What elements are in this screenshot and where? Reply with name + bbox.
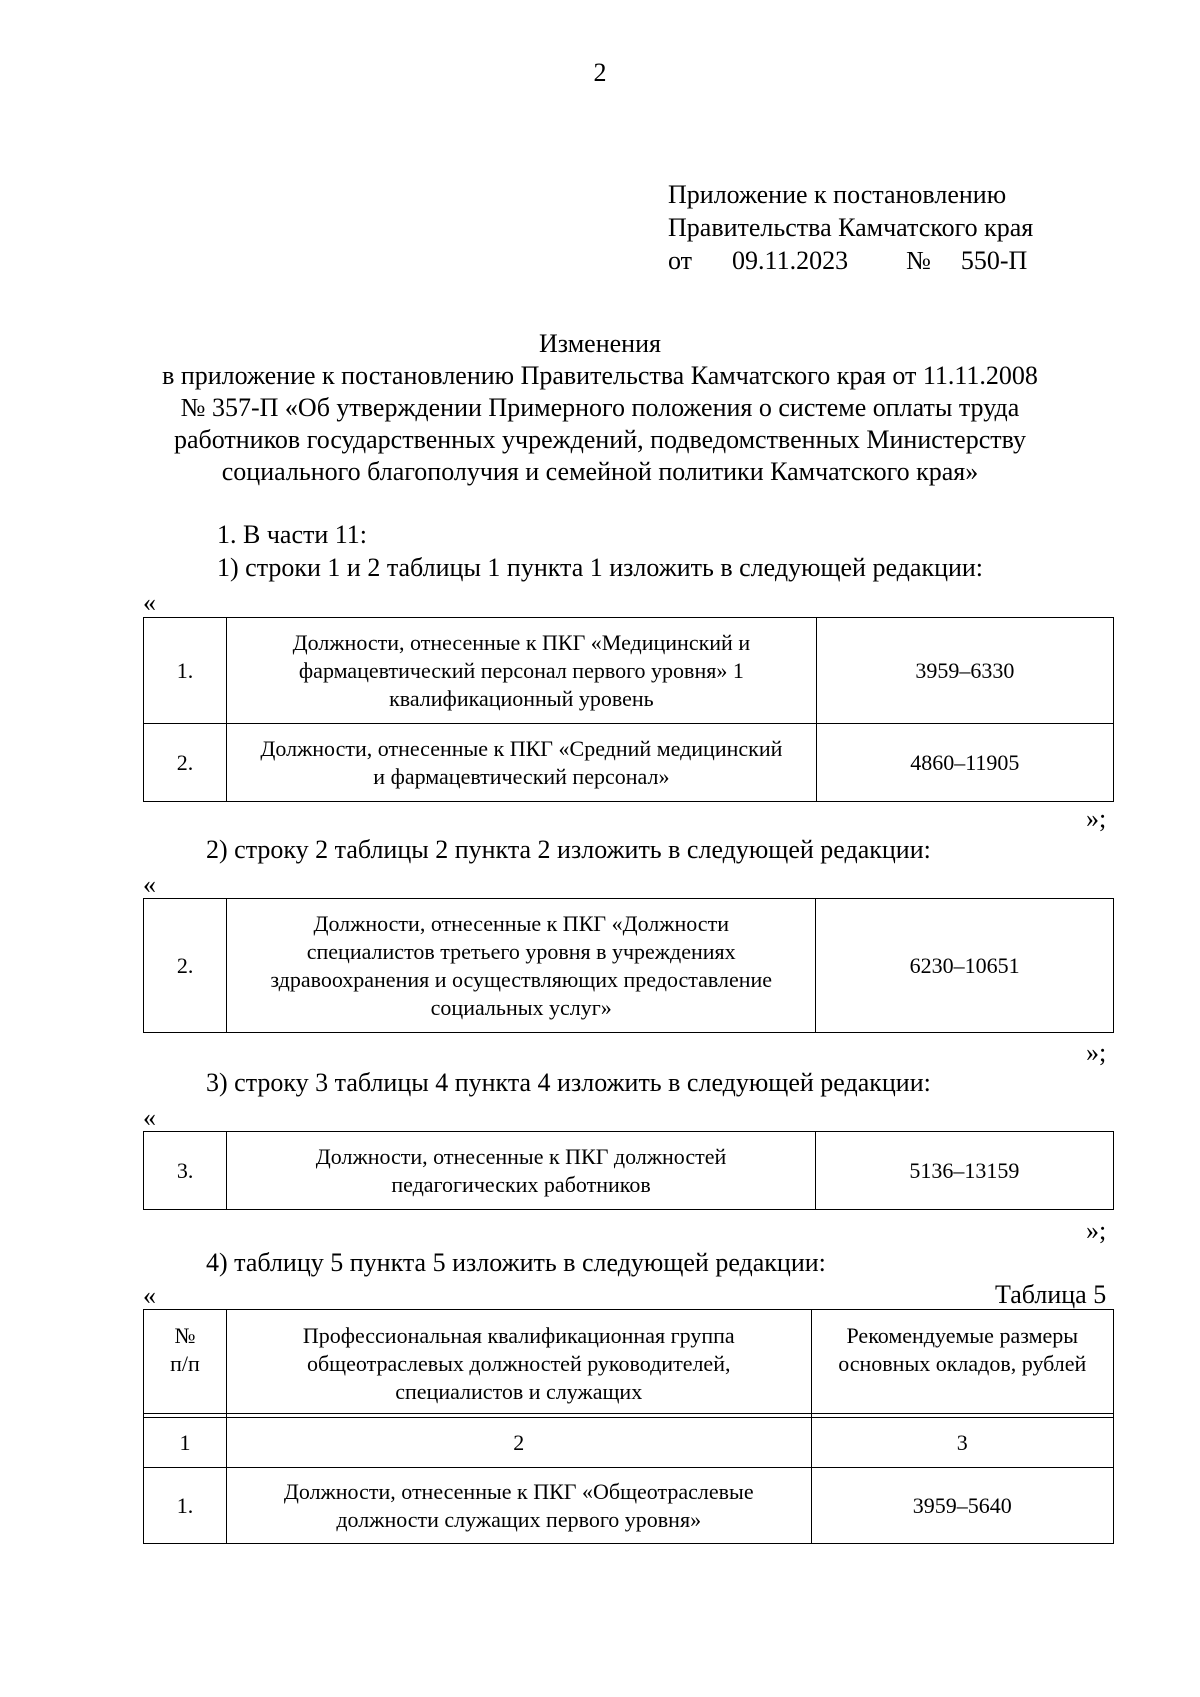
item-3-text: 3) строку 3 таблицы 4 пункта 4 изложить в следующей редакции:	[206, 1068, 931, 1097]
row-description	[227, 724, 817, 802]
title-line-3: № 357-П «Об утверждении Примерного положения о системе оплаты труда	[180, 393, 1020, 422]
title-line-1: Изменения	[539, 329, 661, 358]
row-description-line: Должности, отнесенные к ПКГ должностей	[315, 1143, 727, 1169]
quote-open-4: «	[143, 1281, 156, 1310]
row-number: 2.	[144, 899, 227, 1033]
quote-open-3: «	[143, 1103, 156, 1132]
row-description-line: и фармацевтический персонал»	[373, 763, 670, 789]
header-number-line: №	[174, 1323, 196, 1348]
quote-open-2: «	[143, 870, 156, 899]
row-salary-range: 4860–11905	[816, 724, 1113, 802]
title-line-5: социального благополучия и семейной политики Камчатского края»	[221, 457, 979, 486]
row-salary-range: 3959–6330	[816, 618, 1113, 724]
document-title	[120, 328, 1080, 488]
header-salary-line: основных окладов, рублей	[838, 1351, 1087, 1376]
row-description-line: Должности, отнесенные к ПКГ «Медицинский и	[292, 629, 751, 655]
column-number: 2	[226, 1418, 811, 1468]
row-description-line: фармацевтический персонал первого уровня» 1	[298, 657, 744, 683]
quote-close-3: »;	[1086, 1216, 1107, 1245]
table-row	[144, 618, 1114, 724]
appendix-header	[668, 178, 1033, 277]
row-description-line: здравоохранения и осуществляющих предоставление	[270, 966, 773, 992]
appendix-number: 550-П	[960, 246, 1028, 275]
table-5	[143, 1309, 1114, 1544]
table-1	[143, 617, 1114, 802]
row-salary-range: 3959–5640	[811, 1468, 1113, 1544]
header-salary-line: Рекомендуемые размеры	[846, 1323, 1079, 1348]
appendix-line-3	[668, 244, 1033, 277]
appendix-date: 09.11.2023	[732, 246, 849, 275]
table-3	[143, 1131, 1114, 1210]
item-1-text: 1) строки 1 и 2 таблицы 1 пункта 1 изложить в следующей редакции:	[217, 553, 984, 582]
appendix-line-2: Правительства Камчатского края	[668, 213, 1034, 242]
section-heading: 1. В части 11:	[217, 520, 368, 549]
item-4-text: 4) таблицу 5 пункта 5 изложить в следующей редакции:	[206, 1248, 826, 1277]
row-description	[227, 899, 816, 1033]
title-line-4: работников государственных учреждений, подведомственных Министерству	[173, 425, 1026, 454]
row-description-line: Должности, отнесенные к ПКГ «Общеотраслевые	[283, 1478, 754, 1504]
header-number-line: п/п	[170, 1351, 200, 1376]
row-description-line: квалификационный уровень	[389, 685, 654, 711]
row-number: 1.	[144, 618, 227, 724]
quote-close-1: »;	[1086, 804, 1107, 833]
row-description	[227, 618, 817, 724]
row-description-line: педагогических работников	[391, 1171, 651, 1197]
row-description-line: должности служащих первого уровня»	[336, 1506, 702, 1532]
table-2	[143, 898, 1114, 1033]
appendix-number-sign: №	[906, 246, 931, 275]
row-number: 2.	[144, 724, 227, 802]
header-group	[226, 1310, 811, 1414]
row-number: 3.	[144, 1132, 227, 1210]
table-row	[144, 1132, 1114, 1210]
column-number: 3	[811, 1418, 1113, 1468]
title-line-2: в приложение к постановлению Правительства Камчатского края от 11.11.2008	[162, 361, 1038, 390]
appendix-line-1: Приложение к постановлению	[668, 180, 1007, 209]
column-number: 1	[144, 1418, 227, 1468]
row-description-line: специалистов третьего уровня в учреждениях	[306, 938, 736, 964]
quote-close-2: »;	[1086, 1038, 1107, 1067]
header-group-line: специалистов и служащих	[395, 1379, 643, 1404]
row-description-line: социальных услуг»	[430, 994, 612, 1020]
row-salary-range: 5136–13159	[815, 1132, 1113, 1210]
table-row	[144, 724, 1114, 802]
table-5-label: Таблица 5	[995, 1280, 1107, 1309]
header-number	[144, 1310, 227, 1414]
page-number: 2	[593, 58, 607, 87]
appendix-from-label: от	[668, 246, 693, 275]
header-group-line: общеотраслевых должностей руководителей,	[306, 1351, 731, 1376]
row-description-line: Должности, отнесенные к ПКГ «Должности	[313, 910, 729, 936]
table-row	[144, 1468, 1114, 1544]
row-description	[227, 1132, 815, 1210]
row-description-line: Должности, отнесенные к ПКГ «Средний медицинский	[260, 735, 783, 761]
row-number: 1.	[144, 1468, 227, 1544]
table-header-row	[144, 1310, 1114, 1414]
quote-open-1: «	[143, 588, 156, 617]
row-salary-range: 6230–10651	[816, 899, 1114, 1033]
table-column-numbers-row	[144, 1418, 1114, 1468]
item-2-text: 2) строку 2 таблицы 2 пункта 2 изложить в следующей редакции:	[206, 835, 931, 864]
row-description	[226, 1468, 811, 1544]
header-salary	[811, 1310, 1113, 1414]
header-group-line: Профессиональная квалификационная группа	[302, 1323, 735, 1348]
table-row	[144, 899, 1114, 1033]
